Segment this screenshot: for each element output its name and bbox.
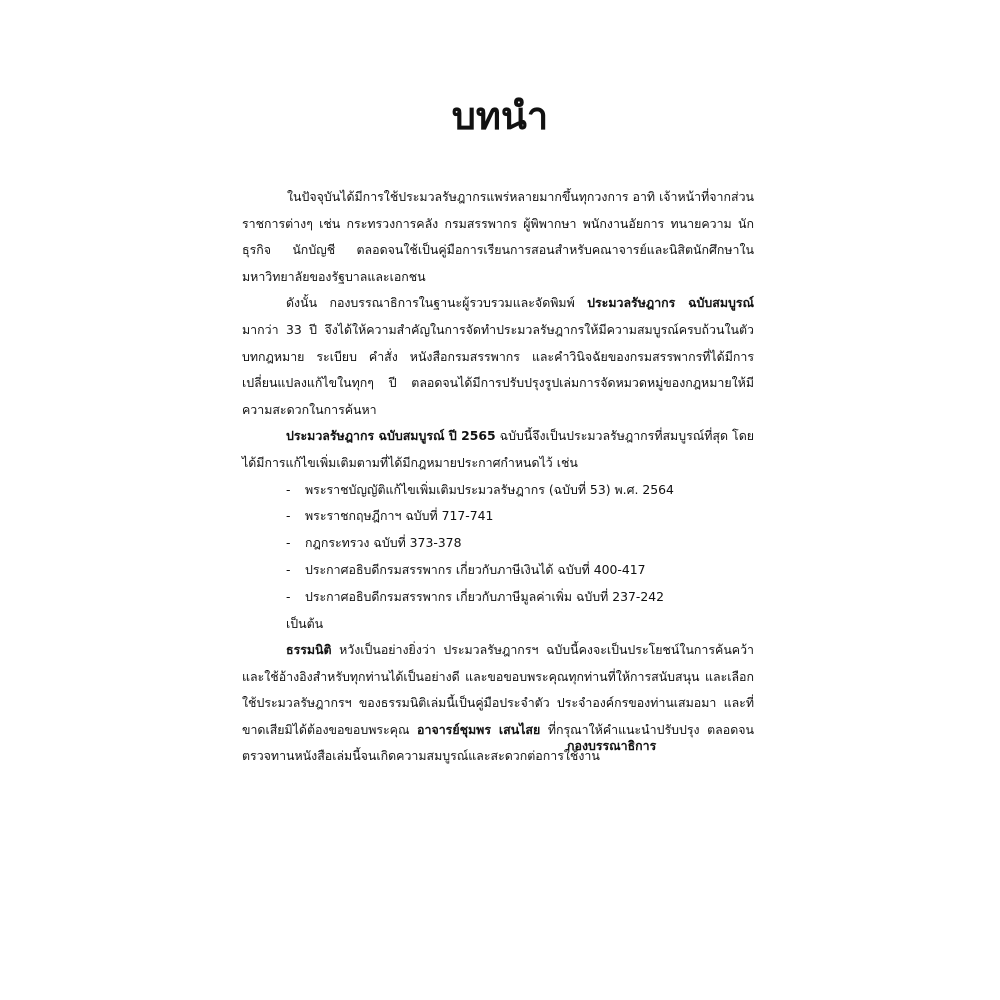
paragraph-text: ที่กรุณาให้คำแนะนำปรับปรุง ตลอดจนตรวจทานหนังสือเล่มนี้จนเกิดความสมบูรณ์และสะดวกต่อการใช้งาน: [242, 721, 754, 764]
list-item-text: พระราชกฤษฎีกาฯ ฉบับที่ 717-741: [305, 508, 494, 524]
list-marker: -: [286, 588, 291, 604]
list-marker: -: [286, 481, 291, 497]
paragraph-thanks: [242, 637, 754, 770]
paragraph-text: มากว่า 33 ปี จึงได้ให้ความสำคัญในการจัดทำประมวลรัษฎากรให้มีความสมบูรณ์ครบถ้วนในตัวบทกฎหมาย ระเบียบ คำสั่ง หนังสือกรมสรรพากร และคำวินิจฉัยของกรมสรรพากรที่ได้มีการเปลี่ยนแปลงแก้ไขในทุกๆ ปี ตลอดจนได้มีการปรับปรุงรูปเล่มการจัดหมวดหมู่ของกฎหมายให้มีความสะดวกในการค้นหา: [242, 321, 754, 417]
paragraph-text: ดังนั้น กองบรรณาธิการในฐานะผู้รวบรวมและจัดพิมพ์: [286, 295, 588, 311]
list-item: [242, 530, 754, 557]
list-item: [242, 584, 754, 611]
list-item-text: พระราชบัญญัติแก้ไขเพิ่มเติมประมวลรัษฎากร (ฉบับที่ 53) พ.ศ. 2564: [305, 481, 674, 497]
advisor-name-bold: อาจารย์ชุมพร เสนไสย: [417, 721, 541, 737]
list-item: [242, 503, 754, 530]
list-item-text: ประกาศอธิบดีกรมสรรพากร เกี่ยวกับภาษีเงินได้ ฉบับที่ 400-417: [305, 561, 646, 577]
publisher-name-bold: ธรรมนิติ: [286, 642, 332, 658]
paragraph-intro: ในปัจจุบันได้มีการใช้ประมวลรัษฎากรแพร่หลายมากขึ้นทุกวงการ อาทิ เจ้าหน้าที่จากส่วนราชการต่างๆ เช่น กระทรวงการคลัง กรมสรรพากร ผู้พิพากษา พนักงานอัยการ ทนายความ นักธุรกิจ นักบัญชี ตลอดจนใช้เป็นคู่มือการเรียนการสอนสำหรับคณาจารย์และนิสิตนักศึกษาในมหาวิทยาลัยของรัฐบาลและเอกชน: [242, 189, 754, 284]
paragraph-text: ฉบับนี้จึงเป็นประมวลรัษฎากรที่สมบูรณ์ที่สุด โดยได้มีการแก้ไขเพิ่มเติมตามที่ได้มีกฎหมายประกาศกำหนดไว้ เช่น: [242, 428, 755, 470]
paragraph-edition: [242, 423, 754, 476]
list-marker: -: [286, 561, 291, 577]
list-marker: -: [286, 535, 291, 551]
list-item: [242, 557, 754, 584]
paragraph-editorial: [242, 290, 754, 423]
signature: กองบรรณาธิการ: [567, 738, 657, 753]
book-title-bold: ประมวลรัษฎากร ฉบับสมบูรณ์: [587, 295, 754, 311]
list-item-text: ประกาศอธิบดีกรมสรรพากร เกี่ยวกับภาษีมูลค่าเพิ่ม ฉบับที่ 237-242: [305, 588, 665, 604]
list-marker: -: [286, 508, 291, 524]
page-title: บทนำ: [451, 94, 549, 138]
edition-title-bold: ประมวลรัษฎากร ฉบับสมบูรณ์ ปี 2565: [286, 428, 496, 444]
list-item-text: กฎกระทรวง ฉบับที่ 373-378: [305, 535, 462, 551]
document-body: [242, 184, 754, 770]
amendment-list: [242, 477, 754, 611]
paragraph-text: หวังเป็นอย่างยิ่งว่า ประมวลรัษฎากรฯ ฉบับนี้คงจะเป็นประโยชน์ในการค้นคว้าและใช้อ้างอิงสำหรับทุกท่านได้เป็นอย่างดี และขอขอบพระคุณทุกท่านที่ให้การสนับสนุน และเลือกใช้ประมวลรัษฎากรฯ ของธรรมนิติเล่มนี้เป็นคู่มือประจำตัว ประจำองค์กรของท่านเสมอมา และที่ขาดเสียมิได้ต้องขอขอบพระคุณ: [242, 642, 754, 737]
etc-text: เป็นต้น: [286, 615, 324, 631]
list-item: [242, 477, 754, 504]
